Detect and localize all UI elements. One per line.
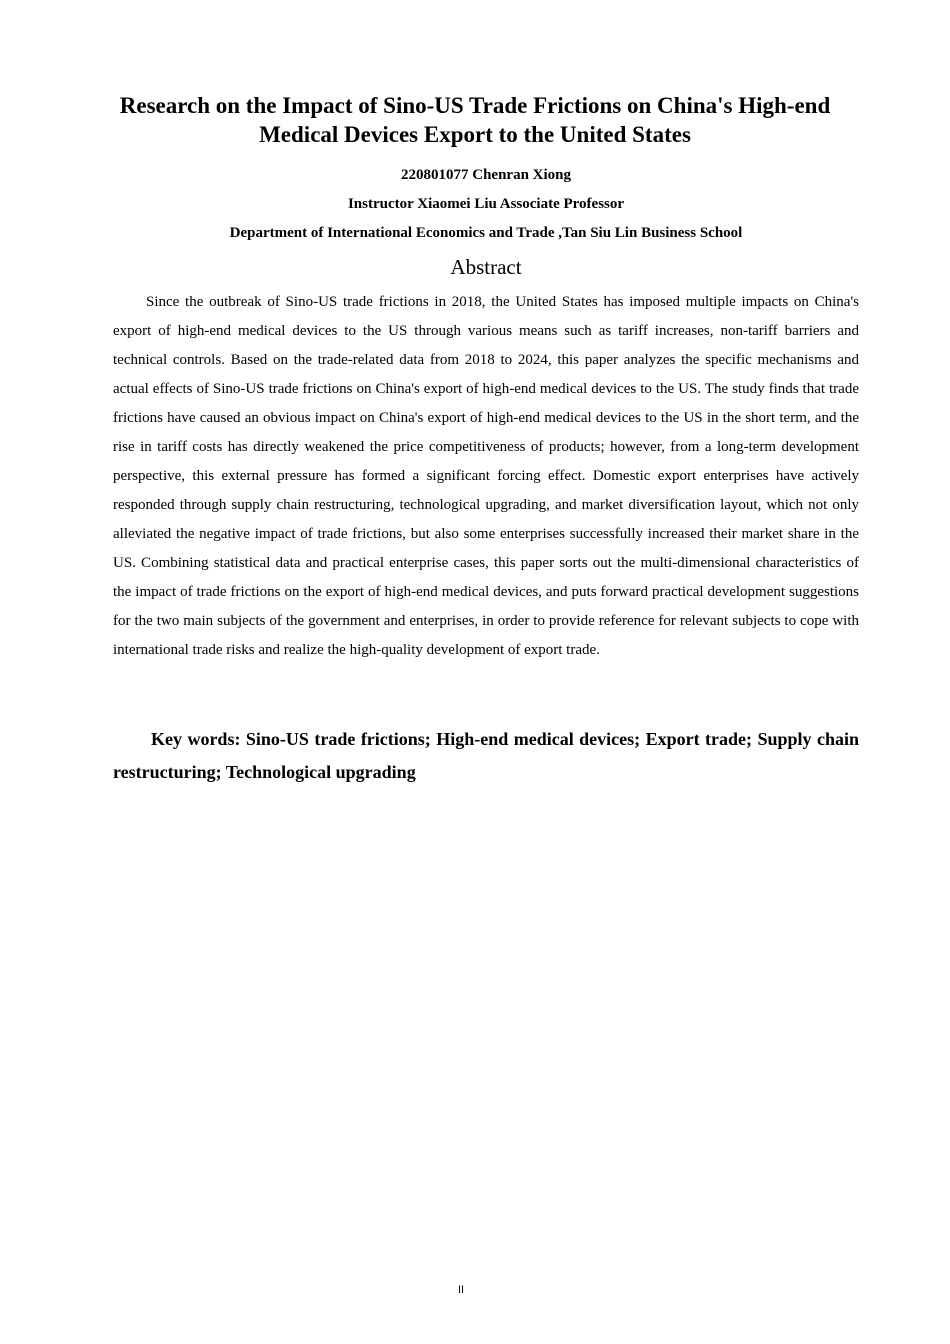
instructor-line: Instructor Xiaomei Liu Associate Professor — [347, 196, 625, 212]
abstract-heading: Abstract — [450, 255, 522, 279]
abstract-body: Since the outbreak of Sino-US trade frictions in 2018, the United States has imposed multiple impacts on China's export of high-end medical devices to the US through various means such as tariff increases, non-tariff barriers and technical controls. Based on the trade-related data from 2018 to 2024, this paper analyzes the specific mechanisms and actual effects of Sino-US trade frictions on China's export of high-end medical devices to the US. The study finds that trade frictions have caused an obvious impact on China's export of high-end medical devices to the US in the short term, and the rise in tariff costs has directly weakened the price competitiveness of products; however, from a long-term development perspective, this external pressure has formed a significant forcing effect. Domestic export enterprises have actively responded through supply chain restructuring, technological upgrading, and market diversification layout, which not only alleviated the negative impact of trade frictions, but also some enterprises successfully increased their market share in the US. Combining statistical data and practical enterprise cases, this paper sorts out the multi-dimensional characteristics of the impact of trade frictions on the export of high-end medical devices, and puts forward practical development suggestions for the two main subjects of the government and enterprises, in order to provide reference for relevant subjects to cope with international trade risks and realize the high-quality development of export trade. — [113, 294, 859, 658]
paper-title: Research on the Impact of Sino-US Trade Frictions on China's High-end Medical Devices Export to the United States — [119, 93, 831, 147]
author-line: 220801077 Chenran Xiong — [400, 167, 572, 183]
page-number: II — [457, 1284, 465, 1296]
keywords-line: Key words: Sino-US trade frictions; High-end medical devices; Export trade; Supply chain restructuring; Technological upgrading — [113, 729, 859, 782]
department-line: Department of International Economics and Trade ,Tan Siu Lin Business School — [229, 225, 743, 241]
